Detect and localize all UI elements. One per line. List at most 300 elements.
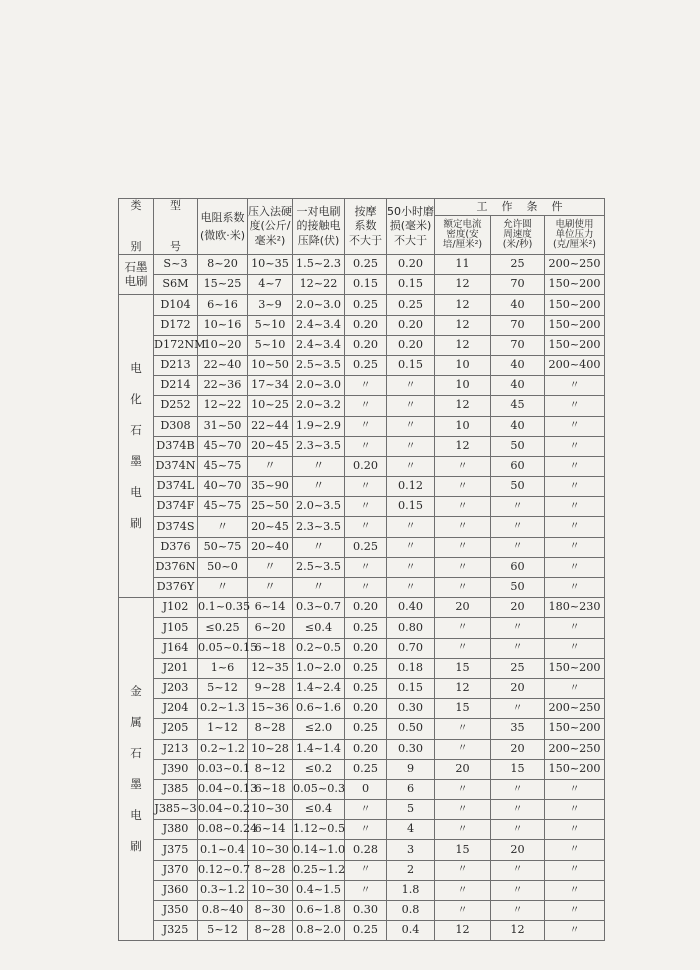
value-cell: 〃	[345, 497, 387, 517]
model-cell: J360	[154, 880, 198, 900]
table-row	[119, 779, 605, 799]
value-cell: 45~75	[198, 456, 248, 476]
value-cell: 〃	[435, 517, 491, 537]
value-cell: 2.5~3.5	[293, 557, 345, 577]
value-cell: 2.4~3.4	[293, 335, 345, 355]
value-cell: 〃	[435, 557, 491, 577]
value-cell: 0.15	[387, 355, 435, 375]
value-cell: 45~70	[198, 436, 248, 456]
model-cell: S~3	[154, 255, 198, 275]
value-cell: 10~50	[248, 355, 293, 375]
value-cell: 180~230	[545, 598, 605, 618]
value-cell: 〃	[435, 719, 491, 739]
value-cell: 0.20	[387, 335, 435, 355]
value-cell: 70	[491, 335, 545, 355]
model-cell: D172	[154, 315, 198, 335]
value-cell: 0.20	[387, 255, 435, 275]
value-cell: 0.14~1.0	[293, 840, 345, 860]
value-cell: 0.25	[345, 295, 387, 315]
value-cell: 〃	[435, 456, 491, 476]
model-cell: D374L	[154, 477, 198, 497]
table-row	[119, 477, 605, 497]
value-cell: 5~12	[198, 921, 248, 941]
value-cell: 50	[491, 578, 545, 598]
value-cell: 1.8	[387, 880, 435, 900]
value-cell: ≤0.4	[293, 800, 345, 820]
value-cell: 〃	[293, 537, 345, 557]
value-cell: 0.25	[345, 537, 387, 557]
value-cell: 20	[435, 759, 491, 779]
table-row	[119, 355, 605, 375]
value-cell: 〃	[491, 800, 545, 820]
table-row	[119, 800, 605, 820]
value-cell: 〃	[545, 840, 605, 860]
value-cell: 150~200	[545, 759, 605, 779]
value-cell: 12~22	[293, 275, 345, 295]
value-cell: 10	[435, 416, 491, 436]
value-cell: 8~30	[248, 901, 293, 921]
table-row	[119, 739, 605, 759]
value-cell: 0.25	[345, 921, 387, 941]
value-cell: 0.25	[345, 759, 387, 779]
value-cell: 〃	[491, 517, 545, 537]
model-cell: J385	[154, 779, 198, 799]
model-cell: J390	[154, 759, 198, 779]
value-cell: 〃	[491, 497, 545, 517]
value-cell: 15~25	[198, 275, 248, 295]
value-cell: 〃	[435, 578, 491, 598]
value-cell: 0.30	[387, 699, 435, 719]
header-peripheral-speed: 允许圆 周速度 (米/秒)	[491, 216, 545, 255]
value-cell: 〃	[491, 860, 545, 880]
value-cell: 10~35	[248, 255, 293, 275]
value-cell: 0.08~0.24	[198, 820, 248, 840]
value-cell: 〃	[545, 537, 605, 557]
value-cell: 0.25	[345, 658, 387, 678]
value-cell: 〃	[345, 880, 387, 900]
value-cell: 50~75	[198, 537, 248, 557]
table-row	[119, 315, 605, 335]
value-cell: 〃	[545, 901, 605, 921]
value-cell: 0.15	[387, 678, 435, 698]
value-cell: 200~400	[545, 355, 605, 375]
model-cell: D308	[154, 416, 198, 436]
value-cell: 0.3~1.2	[198, 880, 248, 900]
value-cell: 6	[387, 779, 435, 799]
value-cell: 〃	[545, 800, 605, 820]
value-cell: 150~200	[545, 719, 605, 739]
value-cell: 〃	[387, 537, 435, 557]
category-cell: 石墨电刷	[119, 255, 154, 295]
value-cell: 0.20	[345, 315, 387, 335]
value-cell: 150~200	[545, 295, 605, 315]
value-cell: 〃	[491, 638, 545, 658]
value-cell: 8~28	[248, 719, 293, 739]
value-cell: 0.25~1.2	[293, 860, 345, 880]
value-cell: 10	[435, 376, 491, 396]
category-cell: 电化石墨电刷	[119, 295, 154, 598]
table-row	[119, 578, 605, 598]
model-cell: J375	[154, 840, 198, 860]
table-row	[119, 618, 605, 638]
value-cell: 〃	[293, 477, 345, 497]
header-category: 类 别	[119, 199, 154, 255]
table-row	[119, 719, 605, 739]
value-cell: 〃	[435, 638, 491, 658]
value-cell: 〃	[293, 456, 345, 476]
table-row	[119, 820, 605, 840]
value-cell: 25	[491, 255, 545, 275]
table-row	[119, 497, 605, 517]
value-cell: 〃	[545, 880, 605, 900]
value-cell: 〃	[435, 537, 491, 557]
value-cell: 5~10	[248, 335, 293, 355]
table-row	[119, 759, 605, 779]
model-cell: D374N	[154, 456, 198, 476]
value-cell: 〃	[435, 779, 491, 799]
value-cell: 0.05~0.3	[293, 779, 345, 799]
header-resistivity: 电阻系数 (微欧·米)	[198, 199, 248, 255]
value-cell: 20	[491, 739, 545, 759]
value-cell: 〃	[545, 396, 605, 416]
model-cell: J325	[154, 921, 198, 941]
value-cell: 70	[491, 275, 545, 295]
value-cell: 〃	[435, 901, 491, 921]
value-cell: 〃	[387, 436, 435, 456]
value-cell: 25~50	[248, 497, 293, 517]
value-cell: 0.25	[345, 678, 387, 698]
value-cell: 50	[491, 436, 545, 456]
header-model: 型 号	[154, 199, 198, 255]
model-cell: D376	[154, 537, 198, 557]
value-cell: 12	[435, 295, 491, 315]
value-cell: 60	[491, 456, 545, 476]
value-cell: 〃	[435, 800, 491, 820]
value-cell: 0.25	[345, 355, 387, 375]
value-cell: 20	[435, 598, 491, 618]
value-cell: 150~200	[545, 275, 605, 295]
value-cell: 2.3~3.5	[293, 436, 345, 456]
value-cell: 0.15	[387, 497, 435, 517]
model-cell: J385~3	[154, 800, 198, 820]
value-cell: 〃	[491, 779, 545, 799]
value-cell: 12	[435, 921, 491, 941]
value-cell: 8~28	[248, 860, 293, 880]
value-cell: ≤2.0	[293, 719, 345, 739]
value-cell: 22~44	[248, 416, 293, 436]
value-cell: 〃	[345, 376, 387, 396]
table-row	[119, 598, 605, 618]
value-cell: 0.1~0.4	[198, 840, 248, 860]
model-cell: J102	[154, 598, 198, 618]
header-current-density: 额定电流 密度(安 培/厘米²)	[435, 216, 491, 255]
value-cell: 〃	[435, 880, 491, 900]
value-cell: 40	[491, 376, 545, 396]
value-cell: 〃	[198, 517, 248, 537]
value-cell: 0.15	[387, 275, 435, 295]
value-cell: 40	[491, 355, 545, 375]
value-cell: 〃	[545, 557, 605, 577]
value-cell: 〃	[345, 557, 387, 577]
value-cell: 22~36	[198, 376, 248, 396]
value-cell: 2.5~3.5	[293, 355, 345, 375]
value-cell: 10~20	[198, 335, 248, 355]
value-cell: 6~14	[248, 598, 293, 618]
table-row	[119, 840, 605, 860]
model-cell: D374B	[154, 436, 198, 456]
value-cell: ≤0.4	[293, 618, 345, 638]
value-cell: 15~36	[248, 699, 293, 719]
value-cell: 15	[435, 658, 491, 678]
value-cell: 〃	[545, 477, 605, 497]
value-cell: 5~12	[198, 678, 248, 698]
value-cell: 25	[491, 658, 545, 678]
value-cell: 4	[387, 820, 435, 840]
header-unit-pressure: 电刷使用 单位压力 (克/厘米²)	[545, 216, 605, 255]
value-cell: 12	[435, 436, 491, 456]
table-row	[119, 901, 605, 921]
value-cell: 〃	[545, 678, 605, 698]
value-cell: 20~45	[248, 436, 293, 456]
table-row	[119, 416, 605, 436]
value-cell: 2.0~3.0	[293, 295, 345, 315]
value-cell: 12	[435, 678, 491, 698]
table-row	[119, 557, 605, 577]
model-cell: J350	[154, 901, 198, 921]
value-cell: 0.20	[345, 456, 387, 476]
value-cell: 50~0	[198, 557, 248, 577]
value-cell: 2.0~3.5	[293, 497, 345, 517]
value-cell: 20	[491, 678, 545, 698]
value-cell: 0.20	[387, 315, 435, 335]
value-cell: 2.3~3.5	[293, 517, 345, 537]
model-cell: J204	[154, 699, 198, 719]
value-cell: 6~20	[248, 618, 293, 638]
value-cell: 0.15	[345, 275, 387, 295]
value-cell: 〃	[345, 396, 387, 416]
value-cell: 〃	[387, 557, 435, 577]
value-cell: 0.25	[345, 719, 387, 739]
value-cell: 〃	[491, 537, 545, 557]
value-cell: 0.28	[345, 840, 387, 860]
value-cell: 0.6~1.6	[293, 699, 345, 719]
value-cell: 0.20	[345, 739, 387, 759]
value-cell: 11	[435, 255, 491, 275]
value-cell: 150~200	[545, 315, 605, 335]
value-cell: 1.4~1.4	[293, 739, 345, 759]
value-cell: 15	[435, 840, 491, 860]
model-cell: J205	[154, 719, 198, 739]
value-cell: 〃	[545, 376, 605, 396]
value-cell: 22~40	[198, 355, 248, 375]
value-cell: 〃	[248, 578, 293, 598]
value-cell: 〃	[387, 456, 435, 476]
value-cell: 〃	[545, 416, 605, 436]
value-cell: 〃	[435, 477, 491, 497]
value-cell: 0.25	[345, 255, 387, 275]
value-cell: 12	[435, 396, 491, 416]
value-cell: 150~200	[545, 658, 605, 678]
value-cell: 12~22	[198, 396, 248, 416]
table-row	[119, 335, 605, 355]
value-cell: 0.25	[387, 295, 435, 315]
value-cell: 60	[491, 557, 545, 577]
table-row	[119, 275, 605, 295]
value-cell: 0.04~0.2	[198, 800, 248, 820]
value-cell: 2.4~3.4	[293, 315, 345, 335]
value-cell: 〃	[435, 820, 491, 840]
value-cell: 40	[491, 416, 545, 436]
value-cell: 〃	[387, 396, 435, 416]
value-cell: 2.0~3.0	[293, 376, 345, 396]
value-cell: 0	[345, 779, 387, 799]
model-cell: J203	[154, 678, 198, 698]
value-cell: 2	[387, 860, 435, 880]
model-cell: D376Y	[154, 578, 198, 598]
value-cell: 12	[435, 275, 491, 295]
value-cell: 〃	[345, 860, 387, 880]
value-cell: 9~28	[248, 678, 293, 698]
value-cell: 20~45	[248, 517, 293, 537]
table-row	[119, 295, 605, 315]
value-cell: 12	[435, 335, 491, 355]
value-cell: ≤0.2	[293, 759, 345, 779]
value-cell: 0.03~0.1	[198, 759, 248, 779]
model-cell: S6M	[154, 275, 198, 295]
value-cell: 〃	[491, 880, 545, 900]
value-cell: 0.6~1.8	[293, 901, 345, 921]
value-cell: 0.4	[387, 921, 435, 941]
value-cell: 10~28	[248, 739, 293, 759]
value-cell: 0.8	[387, 901, 435, 921]
value-cell: 1.4~2.4	[293, 678, 345, 698]
model-cell: J105	[154, 618, 198, 638]
value-cell: 6~18	[248, 638, 293, 658]
value-cell: 〃	[545, 456, 605, 476]
value-cell: 10~30	[248, 880, 293, 900]
model-cell: D104	[154, 295, 198, 315]
value-cell: 4~7	[248, 275, 293, 295]
value-cell: 31~50	[198, 416, 248, 436]
value-cell: 〃	[491, 618, 545, 638]
value-cell: 1~6	[198, 658, 248, 678]
value-cell: 2.0~3.2	[293, 396, 345, 416]
value-cell: 10~30	[248, 800, 293, 820]
value-cell: 0.4~1.5	[293, 880, 345, 900]
model-cell: D213	[154, 355, 198, 375]
value-cell: 50	[491, 477, 545, 497]
table-row	[119, 658, 605, 678]
value-cell: 〃	[491, 699, 545, 719]
value-cell: 〃	[545, 497, 605, 517]
value-cell: 〃	[545, 921, 605, 941]
value-cell: 0.2~1.3	[198, 699, 248, 719]
value-cell: 45~75	[198, 497, 248, 517]
value-cell: 〃	[435, 497, 491, 517]
value-cell: 10~30	[248, 840, 293, 860]
table-row	[119, 860, 605, 880]
value-cell: 〃	[248, 456, 293, 476]
value-cell: 8~28	[248, 921, 293, 941]
value-cell: 〃	[387, 578, 435, 598]
value-cell: 12	[491, 921, 545, 941]
value-cell: 200~250	[545, 255, 605, 275]
value-cell: 0.20	[345, 699, 387, 719]
value-cell: 0.04~0.13	[198, 779, 248, 799]
value-cell: 1.12~0.5	[293, 820, 345, 840]
value-cell: 150~200	[545, 335, 605, 355]
table-row	[119, 436, 605, 456]
value-cell: 〃	[345, 800, 387, 820]
value-cell: 〃	[345, 416, 387, 436]
value-cell: 〃	[545, 618, 605, 638]
value-cell: 3	[387, 840, 435, 860]
value-cell: 0.2~1.2	[198, 739, 248, 759]
value-cell: 1.9~2.9	[293, 416, 345, 436]
model-cell: D374F	[154, 497, 198, 517]
value-cell: 12~35	[248, 658, 293, 678]
value-cell: 6~16	[198, 295, 248, 315]
value-cell: 〃	[545, 779, 605, 799]
value-cell: 0.40	[387, 598, 435, 618]
model-cell: D172NM	[154, 335, 198, 355]
table-row	[119, 255, 605, 275]
value-cell: 15	[435, 699, 491, 719]
value-cell: 〃	[293, 578, 345, 598]
value-cell: 10~16	[198, 315, 248, 335]
table-row	[119, 880, 605, 900]
value-cell: 0.8~2.0	[293, 921, 345, 941]
table-row	[119, 638, 605, 658]
value-cell: 〃	[345, 477, 387, 497]
table-row	[119, 678, 605, 698]
header-wear: 50小时磨 损(毫米) 不大于	[387, 199, 435, 255]
value-cell: 〃	[545, 638, 605, 658]
value-cell: 200~250	[545, 739, 605, 759]
value-cell: 1.0~2.0	[293, 658, 345, 678]
value-cell: 0.05~0.15	[198, 638, 248, 658]
value-cell: ≤0.25	[198, 618, 248, 638]
value-cell: 200~250	[545, 699, 605, 719]
value-cell: 8~20	[198, 255, 248, 275]
value-cell: 〃	[198, 578, 248, 598]
table-row	[119, 537, 605, 557]
value-cell: 0.18	[387, 658, 435, 678]
header-friction: 按摩 系数 不大于	[345, 199, 387, 255]
value-cell: 10~25	[248, 396, 293, 416]
value-cell: 0.1~0.35	[198, 598, 248, 618]
table-row	[119, 699, 605, 719]
value-cell: 40	[491, 295, 545, 315]
value-cell: 35~90	[248, 477, 293, 497]
value-cell: 〃	[545, 860, 605, 880]
value-cell: 〃	[491, 820, 545, 840]
value-cell: 〃	[435, 860, 491, 880]
value-cell: 0.20	[345, 335, 387, 355]
value-cell: 0.20	[345, 598, 387, 618]
value-cell: 〃	[545, 436, 605, 456]
model-cell: J164	[154, 638, 198, 658]
value-cell: 〃	[387, 376, 435, 396]
value-cell: 〃	[545, 578, 605, 598]
header-working-conditions: 工作条件	[435, 199, 605, 216]
value-cell: 5~10	[248, 315, 293, 335]
value-cell: 20	[491, 840, 545, 860]
value-cell: 0.3~0.7	[293, 598, 345, 618]
value-cell: 0.70	[387, 638, 435, 658]
value-cell: 1~12	[198, 719, 248, 739]
value-cell: 6~18	[248, 779, 293, 799]
